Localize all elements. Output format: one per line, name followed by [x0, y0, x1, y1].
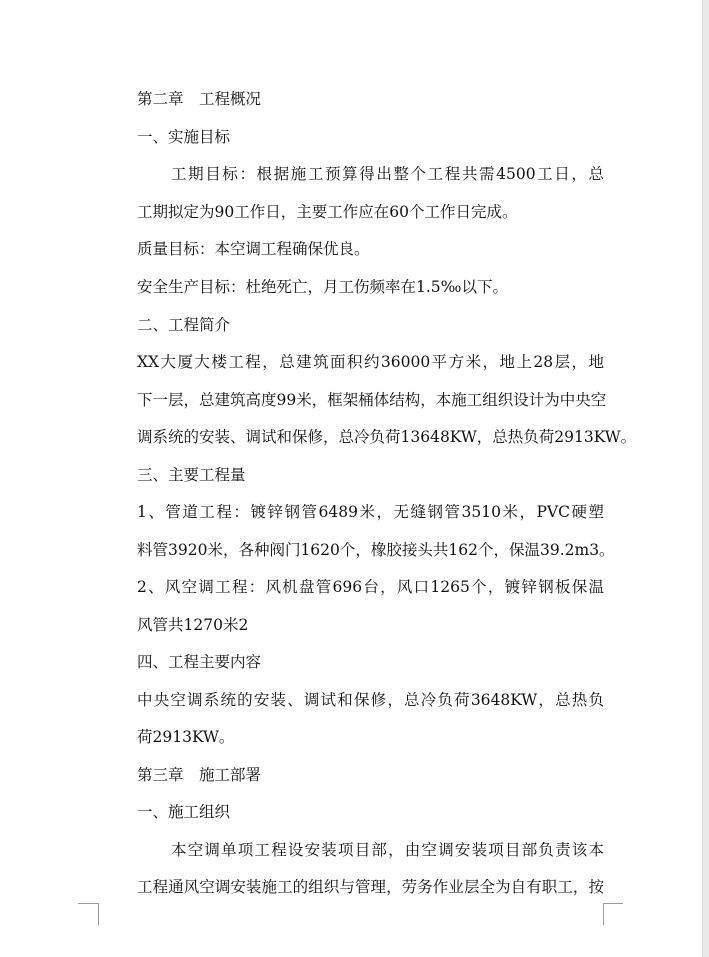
- crop-mark-bottom-left: [98, 903, 99, 925]
- paragraph-line: 风管共1270米2: [137, 616, 249, 634]
- section-heading-main-content: 四、工程主要内容: [137, 653, 262, 671]
- paragraph-line: 下一层，总建筑高度99米，框架桶体结构，本施工组织设计为中央空: [137, 391, 607, 409]
- paragraph-line: 2、风空调工程：风机盘管696台，风口1265个，镀锌钢板保温: [137, 578, 604, 596]
- section-heading-project-overview: 二、工程简介: [137, 316, 231, 334]
- paragraph-line: XX大厦大楼工程，总建筑面积约36000平方米，地上28层，地: [137, 353, 604, 371]
- vertical-scrollbar[interactable]: [702, 0, 709, 957]
- paragraph-line: 工期目标：根据施工预算得出整个工程共需4500工日，总: [171, 165, 604, 183]
- paragraph-line: 工程通风空调安装施工的组织与管理，劳务作业层全为自有职工，按: [137, 878, 604, 896]
- paragraph-line: 质量目标：本空调工程确保优良。: [137, 240, 370, 258]
- section-heading-main-quantities: 三、主要工程量: [137, 466, 246, 484]
- paragraph-line: 荷2913KW。: [137, 728, 235, 746]
- crop-mark-bottom-left: [78, 903, 98, 904]
- paragraph-line: 安全生产目标：杜绝死亡，月工伤频率在1.5‰以下。: [137, 278, 508, 296]
- chapter-2-heading: 第二章 工程概况: [137, 90, 262, 108]
- chapter-3-heading: 第三章 施工部署: [137, 766, 262, 784]
- crop-mark-bottom-right: [603, 903, 623, 904]
- paragraph-line: 调系统的安装、调试和保修，总冷负荷13648KW，总热负荷2913KW。: [137, 428, 637, 446]
- paragraph-line: 1、管道工程：镀锌钢管6489米，无缝钢管3510米，PVC硬塑: [137, 503, 604, 521]
- crop-mark-bottom-right: [603, 903, 604, 925]
- section-heading-implementation-goals: 一、实施目标: [137, 128, 231, 146]
- paragraph-line: 工期拟定为90工作日，主要工作应在60个工作日完成。: [137, 203, 518, 221]
- paragraph-line: 料管3920米，各种阀门1620个，橡胶接头共162个，保温39.2m3。: [137, 541, 615, 559]
- paragraph-line: 本空调单项工程设安装项目部，由空调安装项目部负责该本: [171, 841, 604, 859]
- section-heading-construction-organization: 一、施工组织: [137, 803, 231, 821]
- paragraph-line: 中央空调系统的安装、调试和保修，总冷负荷3648KW，总热负: [137, 691, 604, 709]
